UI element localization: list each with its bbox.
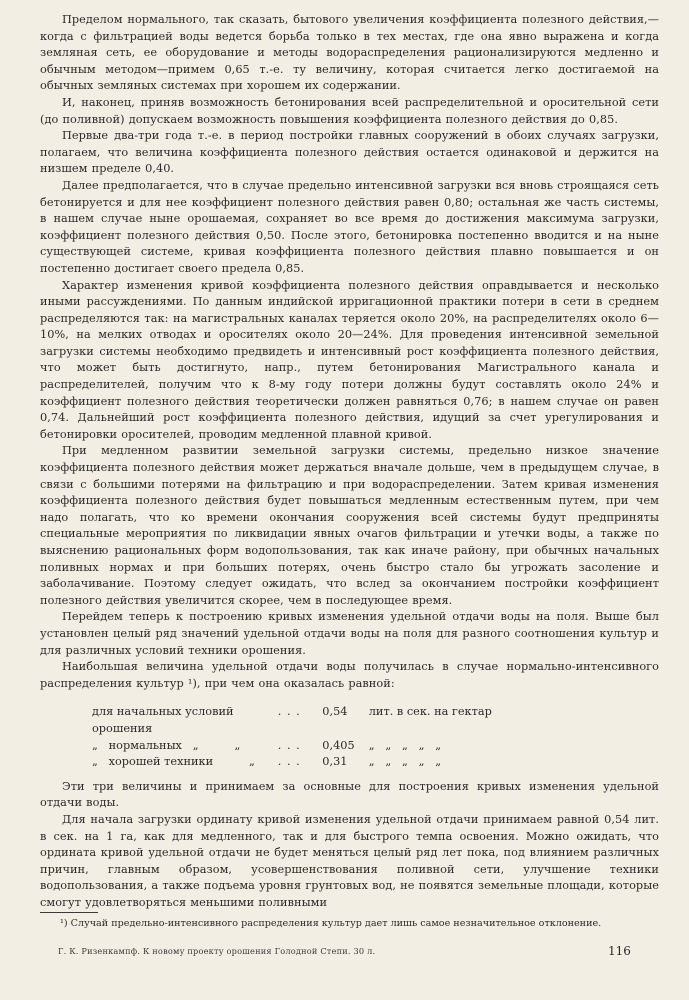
paragraph-6: При медленном развитии земельной загрузки системы, предельно низкое значение коэффициента полезного действия может держаться вначале дольше, чем в предыдущем случае, в связи с большими потерями на фильтрацию и при водораспределении. Затем кривая изменения коэффициента полезного действия будет повышаться медленным естественным путем, при чем надо полагать, что ко времени окончания сооружения всей системы будут предприняты специальные мероприятия по ликвидации явных очагов фильтрации и утечки воды, а также по выяснению рациональных форм водопользования, так как иначе району, при обычных начальных поливных нормах и при больших потерях, очень быстро стало бы угрожать засоление и заболачивание. Поэтому следует ожидать, что вслед за окончанием постройки коэффициент полезного действия увеличится скорее, чем в последующее время. xyxy=(40,444,659,607)
paragraph-7: Перейдем теперь к построению кривых изменения удельной отдачи воды на поля. Выше был установлен целый ряд значений удельной отдачи воды на поля для разного соотношения культур и для различных условий техники орошения. xyxy=(40,610,659,657)
paragraph-8: Наибольшая величина удельной отдачи воды получилась в случае нормально-интенсивного распределения культур ¹), при чем она оказалась равной: xyxy=(40,660,659,690)
paragraph-4: Далее предполагается, что в случае предельно интенсивной загрузки вся вновь строящаяся сеть бетонируется и для нее коэффициент полезного действия равен 0,80; остальная же часть системы, в нашем случае ныне орошаемая, сохраняет во все время до достижения максимума загрузки, коэффициент полезного действия 0,50. После этого, бетонировка постепенно вводится и на ныне существующей системе, кривая коэффициента полезного действия плавно повышается и он постепенно достигает своего предела 0,85. xyxy=(40,178,659,275)
footnote: ¹) Случай предельно-интенсивного распределения культур дает лишь самое незначительное отклонение. xyxy=(60,918,602,929)
table-row xyxy=(92,704,659,737)
paragraph-2: И, наконец, приняв возможность бетонирования всей распределительной и оросительной сети (до поливной) допускаем возможность повышения коэффициента полезного действия до 0,85. xyxy=(40,95,659,126)
row-dots: . . . xyxy=(277,705,301,719)
page-body xyxy=(40,12,659,911)
paragraph-5: Характер изменения кривой коэффициента полезного действия оправдывается и несколько иными рассуждениями. По данным индийской ирригационной практики потери в сети в среднем распределяются так: на магистральных каналах теряется около 20%, на распределителях около 6—10%, на мелких отводах и оросителях около 20—24%. Для проведения интенсивной земельной загрузки системы необходимо предвидеть и интенсивный рост коэффициента полезного действия, что может быть достигнуто, напр., путем бетонирования Магистрального канала и распределителей, получим что к 8-му году потери должны будут составлять около 24% и коэффициент полезного действия теоретически должен равняться 0,76; в нашем случае он равен 0,74. Дальнейший рост коэффициента полезного действия, идущий за счет урегулирования и бетонировки оросителей, проводим медленной плавной кривой. xyxy=(40,278,659,441)
row-label: для начальных условий орошения xyxy=(92,705,234,735)
row-value: 0,54 xyxy=(322,705,348,719)
row-value: 0,31 xyxy=(322,755,348,769)
row-dots: . . . xyxy=(277,755,301,769)
table-row xyxy=(92,738,659,755)
paragraph-9: Эти три величины и принимаем за основные для построения кривых изменения удельной отдачи воды. xyxy=(40,779,659,810)
row-value: 0,405 xyxy=(322,738,355,752)
table-row xyxy=(92,754,659,771)
row-dots: . . . xyxy=(277,738,301,752)
paragraph-1: Пределом нормального, так сказать, бытового увеличения коэффициента полезного действия,—когда с фильтрацией воды ведется борьба только в тех местах, где она явно выражена и когда земляная сеть, ее оборудование и методы водораспределения рационализируются медленно и обычным методом—примем 0,65 т.-е. ту величину, которая считается легко достигаемой на обычных земляных системах при хорошем их содержании. xyxy=(40,13,659,93)
row-unit: лит. в сек. на гектар xyxy=(368,705,492,719)
footer-source: Г. К. Ризенкампф. К новому проекту орошения Голодной Степи. 30 л. xyxy=(58,946,376,956)
row-unit: „ „ „ „ „ xyxy=(368,755,442,769)
paragraph-10: Для начала загрузки ординату кривой изменения удельной отдачи принимаем равной 0,54 лит. в сек. на 1 га, как для медленного, так и для быстрого темпа освоения. Можно ожидать, что ордината кривой удельной отдачи не будет меняться целый ряд лет пока, под влиянием различных причин, главным образом, усовершенствования поливной сети, улучшение техники водопользования, а также подъема уровня грунтовых вод, не появятся земельные площади, которые смогут удовлетворяться меньшими поливными xyxy=(40,812,659,909)
paragraph-3: Первые два-три года т.-е. в период постройки главных сооружений в обоих случаях загрузки, полагаем, что величина коэффициента полезного действия остается одинаковой и держится на низшем пределе 0,40. xyxy=(40,129,659,176)
page-number: 116 xyxy=(608,944,631,958)
row-unit: „ „ „ „ „ xyxy=(368,738,442,752)
discharge-table xyxy=(92,704,659,770)
row-label: „ хорошей техники „ xyxy=(92,755,255,769)
footnote-divider xyxy=(40,912,98,913)
row-label: „ нормальных „ „ xyxy=(92,738,241,752)
